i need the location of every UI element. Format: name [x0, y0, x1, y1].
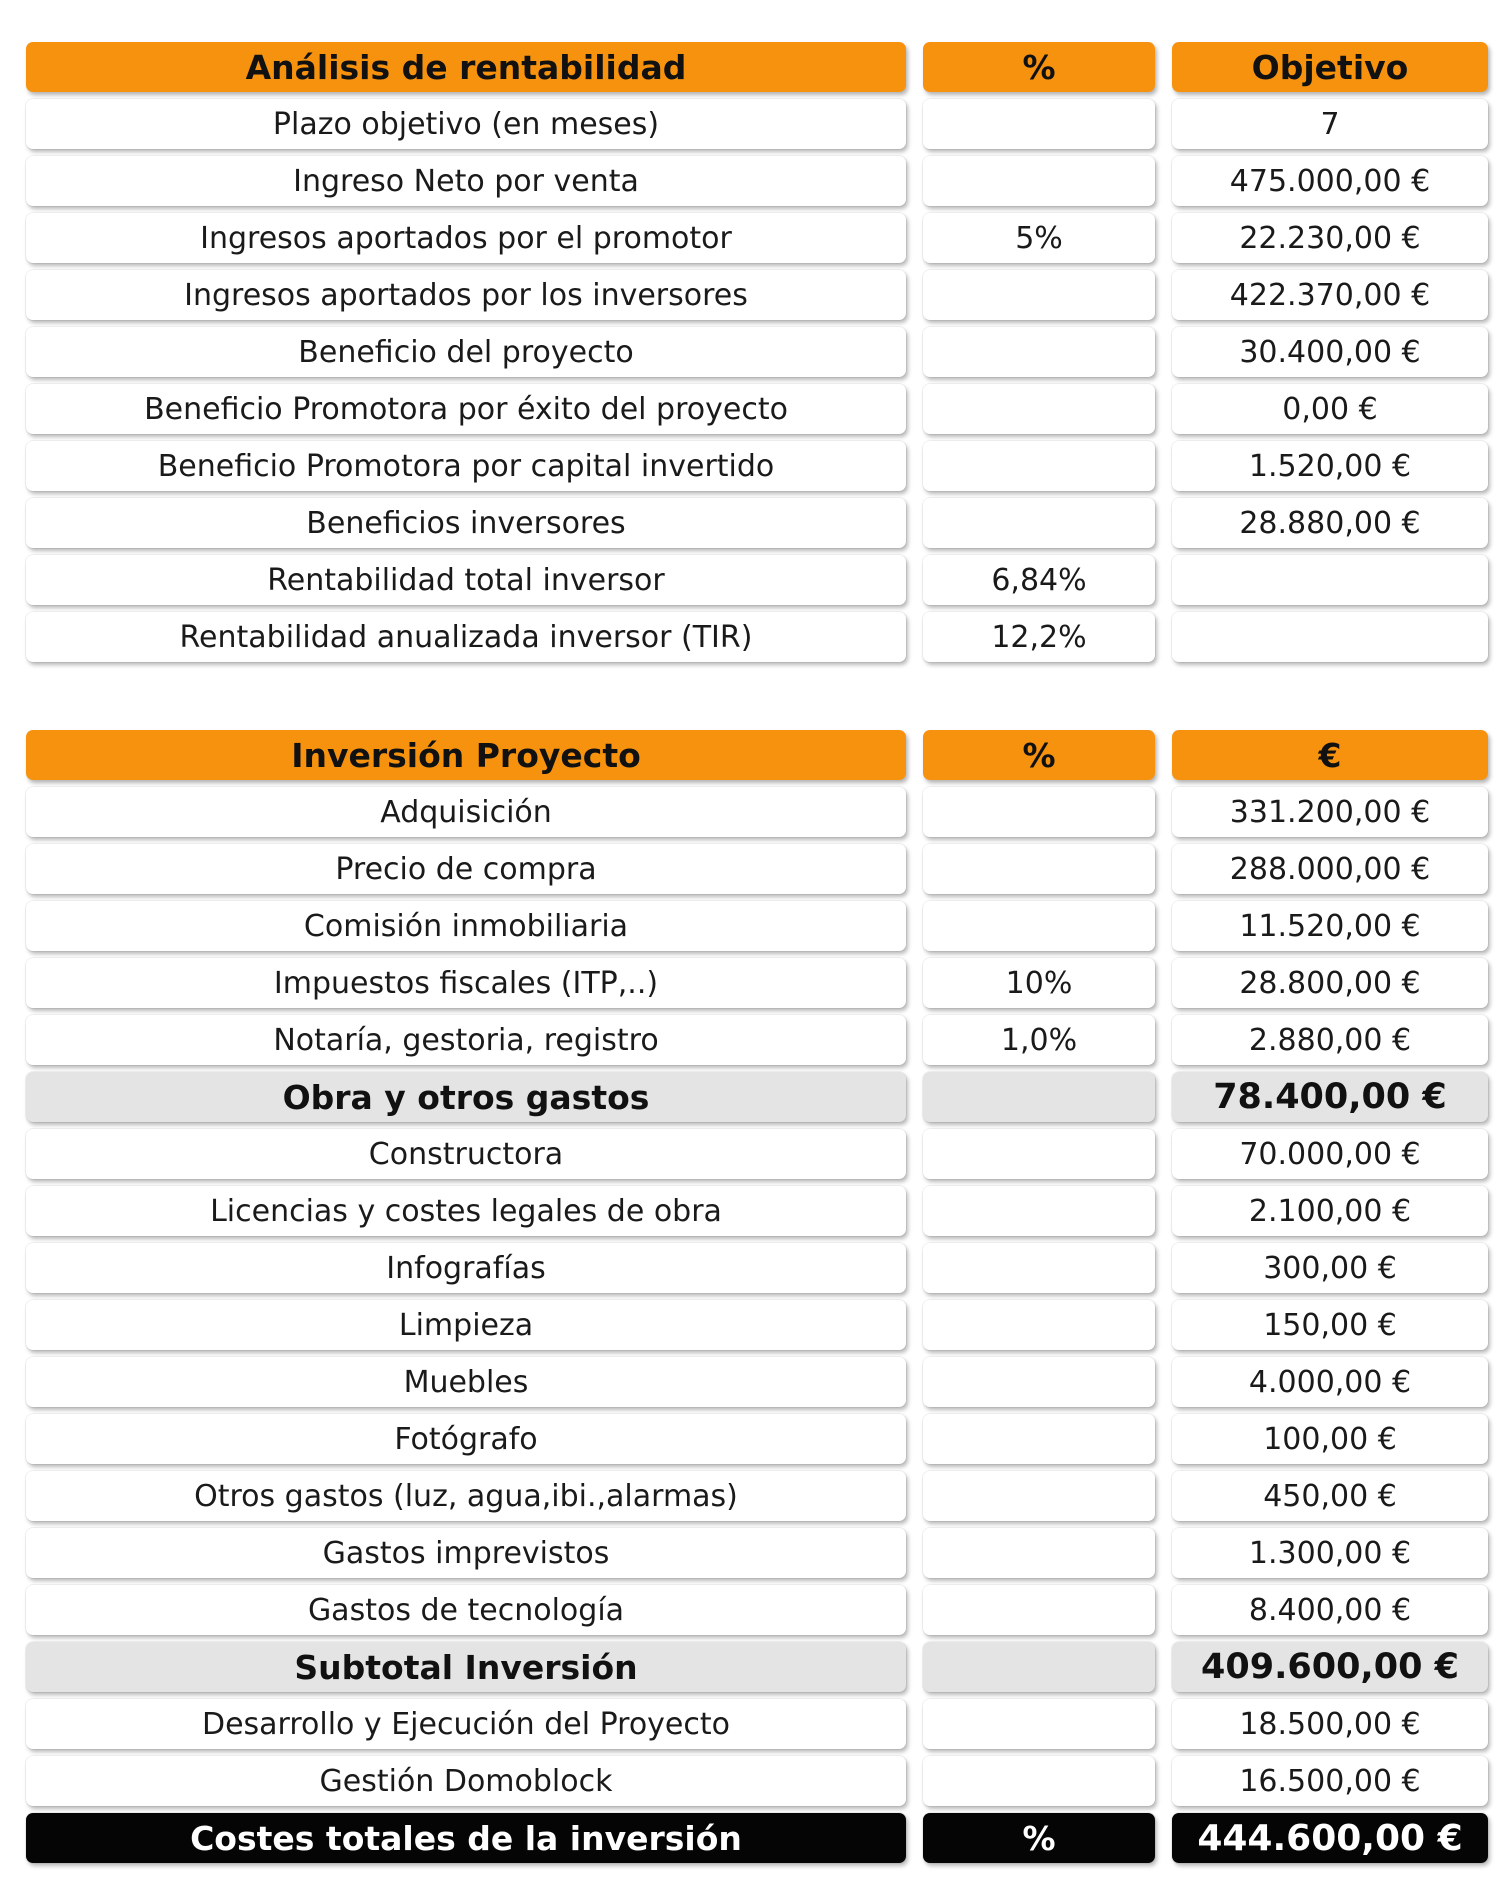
row-percent [923, 441, 1155, 491]
table-row [26, 1015, 1488, 1065]
row-concept: Beneficio Promotora por capital invertido [26, 441, 906, 491]
row-value: 4.000,00 € [1172, 1357, 1488, 1407]
obra-subtotal-value: 78.400,00 € [1172, 1072, 1488, 1122]
row-value [1172, 555, 1488, 605]
obra-rows [26, 1129, 1488, 1635]
table-row [26, 1186, 1488, 1236]
row-concept: Ingresos aportados por el promotor [26, 213, 906, 263]
row-percent: 12,2% [923, 612, 1155, 662]
row-value: 16.500,00 € [1172, 1756, 1488, 1806]
row-percent [923, 1699, 1155, 1749]
row-percent [923, 1129, 1155, 1179]
row-value: 1.300,00 € [1172, 1528, 1488, 1578]
gestion-rows [26, 1699, 1488, 1806]
table-row [26, 1300, 1488, 1350]
row-percent [923, 1756, 1155, 1806]
row-value: 288.000,00 € [1172, 844, 1488, 894]
inversion-header-concept: Inversión Proyecto [26, 730, 906, 780]
row-concept: Notaría, gestoria, registro [26, 1015, 906, 1065]
row-concept: Fotógrafo [26, 1414, 906, 1464]
subtotal-inversion-percent [923, 1642, 1155, 1692]
rentabilidad-rows [26, 99, 1488, 662]
table-row [26, 958, 1488, 1008]
row-concept: Rentabilidad anualizada inversor (TIR) [26, 612, 906, 662]
row-value: 28.800,00 € [1172, 958, 1488, 1008]
inversion-header-row [26, 730, 1488, 780]
table-row [26, 555, 1488, 605]
row-value: 331.200,00 € [1172, 787, 1488, 837]
table-row [26, 901, 1488, 951]
row-concept: Comisión inmobiliaria [26, 901, 906, 951]
table-row [26, 787, 1488, 837]
row-percent [923, 1243, 1155, 1293]
row-concept: Gastos de tecnología [26, 1585, 906, 1635]
table-row [26, 1756, 1488, 1806]
row-concept: Gestión Domoblock [26, 1756, 906, 1806]
row-percent: 6,84% [923, 555, 1155, 605]
row-concept: Plazo objetivo (en meses) [26, 99, 906, 149]
rentabilidad-table [26, 42, 1488, 669]
table-row [26, 1471, 1488, 1521]
row-percent [923, 787, 1155, 837]
row-concept: Beneficio Promotora por éxito del proyecto [26, 384, 906, 434]
table-row [26, 1129, 1488, 1179]
table-row [26, 1414, 1488, 1464]
inversion-table [26, 730, 1488, 1870]
row-concept: Ingresos aportados por los inversores [26, 270, 906, 320]
table-row [26, 498, 1488, 548]
total-percent: % [923, 1813, 1155, 1863]
row-concept: Licencias y costes legales de obra [26, 1186, 906, 1236]
row-percent [923, 384, 1155, 434]
subtotal-inversion-row [26, 1642, 1488, 1692]
row-concept: Beneficios inversores [26, 498, 906, 548]
table-row [26, 327, 1488, 377]
subtotal-inversion-concept: Subtotal Inversión [26, 1642, 906, 1692]
row-percent [923, 1414, 1155, 1464]
table-row [26, 384, 1488, 434]
table-row [26, 612, 1488, 662]
row-value: 30.400,00 € [1172, 327, 1488, 377]
table-row [26, 156, 1488, 206]
row-percent [923, 1585, 1155, 1635]
row-value: 150,00 € [1172, 1300, 1488, 1350]
row-value: 422.370,00 € [1172, 270, 1488, 320]
table-row [26, 441, 1488, 491]
rentabilidad-header-percent: % [923, 42, 1155, 92]
row-percent [923, 1300, 1155, 1350]
row-concept: Infografías [26, 1243, 906, 1293]
row-percent [923, 1357, 1155, 1407]
total-value: 444.600,00 € [1172, 1813, 1488, 1863]
row-concept: Ingreso Neto por venta [26, 156, 906, 206]
row-value: 0,00 € [1172, 384, 1488, 434]
obra-subtotal-concept: Obra y otros gastos [26, 1072, 906, 1122]
obra-subtotal-percent [923, 1072, 1155, 1122]
table-row [26, 1699, 1488, 1749]
row-concept: Desarrollo y Ejecución del Proyecto [26, 1699, 906, 1749]
inversion-header-value: € [1172, 730, 1488, 780]
row-value: 18.500,00 € [1172, 1699, 1488, 1749]
row-value: 22.230,00 € [1172, 213, 1488, 263]
total-concept: Costes totales de la inversión [26, 1813, 906, 1863]
table-row [26, 1357, 1488, 1407]
table-row [26, 1528, 1488, 1578]
row-concept: Precio de compra [26, 844, 906, 894]
row-value: 450,00 € [1172, 1471, 1488, 1521]
row-concept: Constructora [26, 1129, 906, 1179]
row-value: 475.000,00 € [1172, 156, 1488, 206]
row-value: 70.000,00 € [1172, 1129, 1488, 1179]
table-row [26, 213, 1488, 263]
row-concept: Adquisición [26, 787, 906, 837]
rentabilidad-header-row [26, 42, 1488, 92]
row-concept: Impuestos fiscales (ITP,..) [26, 958, 906, 1008]
row-percent [923, 498, 1155, 548]
row-percent [923, 844, 1155, 894]
row-value: 300,00 € [1172, 1243, 1488, 1293]
inversion-header-percent: % [923, 730, 1155, 780]
table-row [26, 270, 1488, 320]
row-percent: 1,0% [923, 1015, 1155, 1065]
row-value: 8.400,00 € [1172, 1585, 1488, 1635]
table-row [26, 844, 1488, 894]
row-concept: Otros gastos (luz, agua,ibi.,alarmas) [26, 1471, 906, 1521]
row-percent [923, 1186, 1155, 1236]
row-value: 100,00 € [1172, 1414, 1488, 1464]
row-percent [923, 1528, 1155, 1578]
obra-subtotal-row [26, 1072, 1488, 1122]
adquisicion-rows [26, 787, 1488, 1065]
row-value: 1.520,00 € [1172, 441, 1488, 491]
row-concept: Beneficio del proyecto [26, 327, 906, 377]
row-percent: 10% [923, 958, 1155, 1008]
rentabilidad-header-value: Objetivo [1172, 42, 1488, 92]
row-value: 2.100,00 € [1172, 1186, 1488, 1236]
row-concept: Gastos imprevistos [26, 1528, 906, 1578]
row-concept: Muebles [26, 1357, 906, 1407]
row-concept: Limpieza [26, 1300, 906, 1350]
row-value [1172, 612, 1488, 662]
row-percent [923, 156, 1155, 206]
table-row [26, 1585, 1488, 1635]
row-value: 28.880,00 € [1172, 498, 1488, 548]
row-percent: 5% [923, 213, 1155, 263]
row-percent [923, 1471, 1155, 1521]
table-row [26, 1243, 1488, 1293]
row-percent [923, 901, 1155, 951]
table-row [26, 99, 1488, 149]
rentabilidad-header-concept: Análisis de rentabilidad [26, 42, 906, 92]
subtotal-inversion-value: 409.600,00 € [1172, 1642, 1488, 1692]
row-percent [923, 327, 1155, 377]
row-percent [923, 270, 1155, 320]
total-row [26, 1813, 1488, 1863]
row-value: 7 [1172, 99, 1488, 149]
row-value: 11.520,00 € [1172, 901, 1488, 951]
row-concept: Rentabilidad total inversor [26, 555, 906, 605]
row-percent [923, 99, 1155, 149]
row-value: 2.880,00 € [1172, 1015, 1488, 1065]
